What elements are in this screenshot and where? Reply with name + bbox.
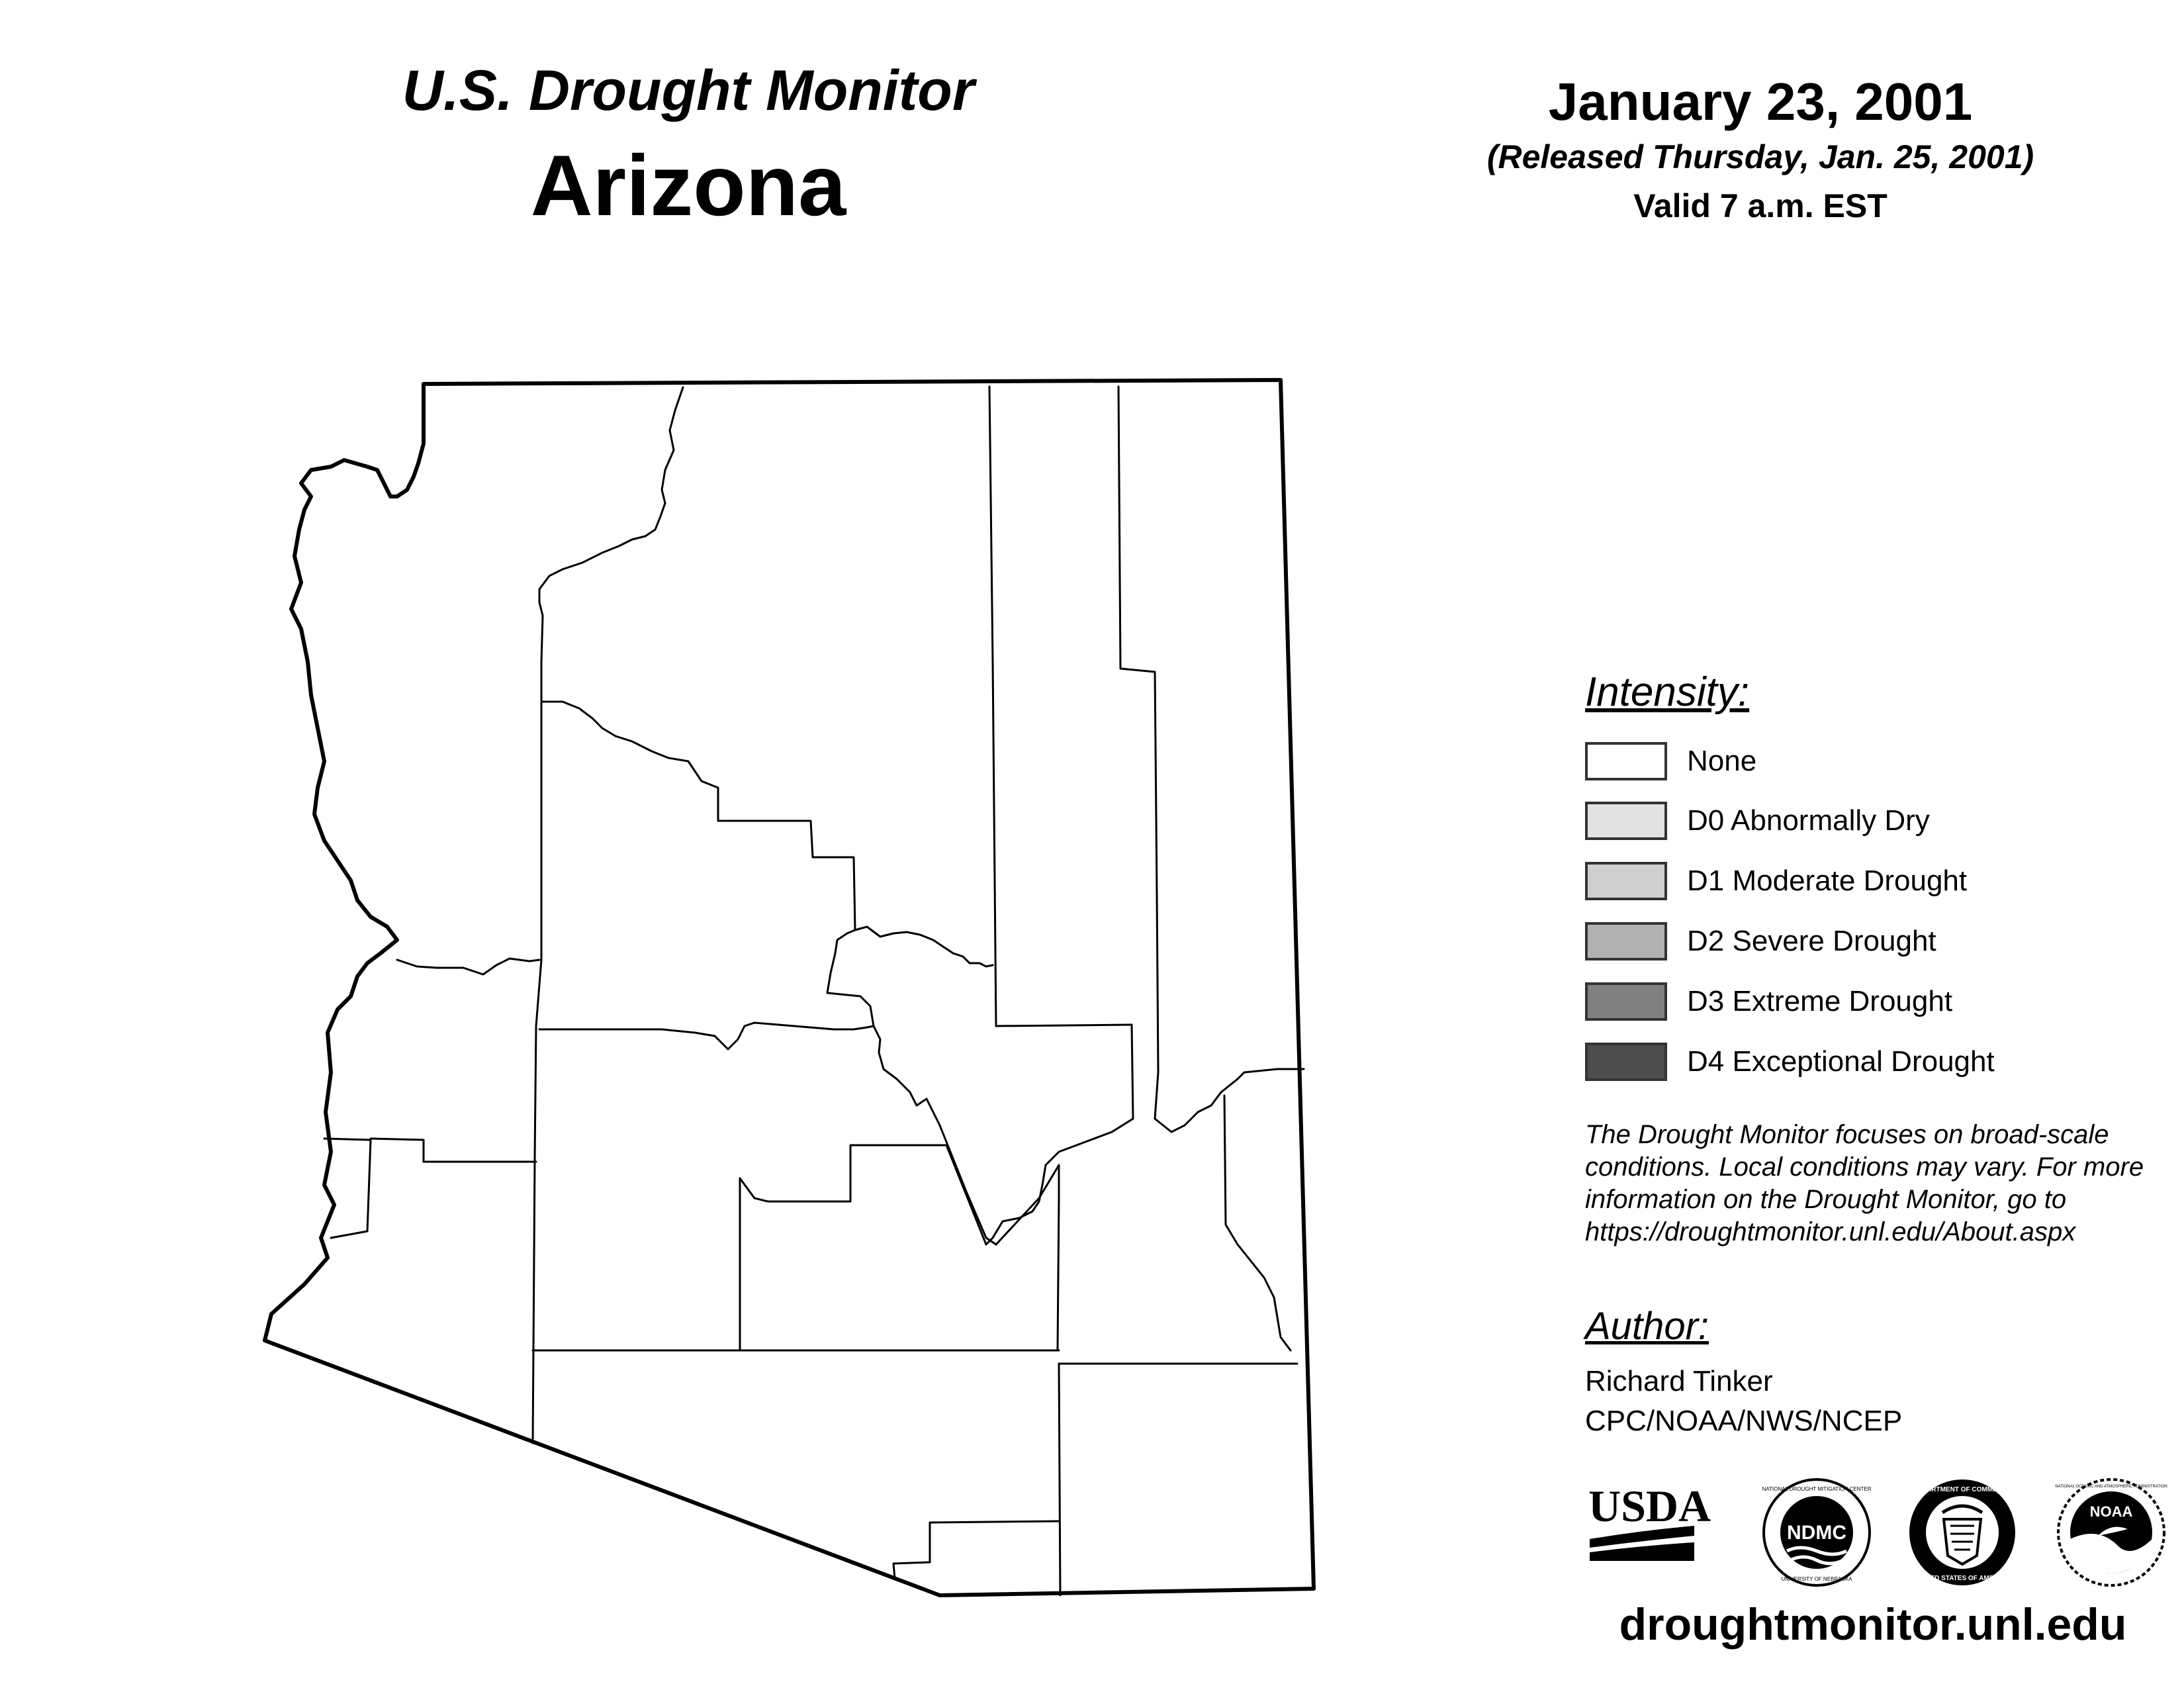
map-date: January 23, 2001 [1548, 72, 1973, 131]
legend-swatch [1585, 742, 1667, 780]
ndmc-logo [1762, 1479, 1871, 1585]
usda-logo [1588, 1481, 1711, 1561]
legend-swatch [1585, 922, 1667, 961]
svg-text:NATIONAL DROUGHT MITIGATION CE: NATIONAL DROUGHT MITIGATION CENTER [1762, 1486, 1872, 1492]
legend-label: D1 Moderate Drought [1687, 865, 1968, 897]
valid-time: Valid 7 a.m. EST [1633, 187, 1888, 224]
legend-label: D3 Extreme Drought [1687, 985, 1953, 1017]
disclaimer-line: information on the Drought Monitor, go to [1585, 1185, 2067, 1214]
legend-heading: Intensity: [1585, 669, 1750, 715]
legend-item-d4 [1585, 1039, 1995, 1085]
legend-swatch [1585, 1043, 1667, 1081]
legend-item-d1 [1585, 858, 1967, 904]
website-link[interactable]: droughtmonitor.unl.edu [1619, 1599, 2127, 1650]
legend-item-d3 [1585, 978, 1952, 1025]
legend-swatch [1585, 802, 1667, 840]
svg-text:NOAA: NOAA [2089, 1503, 2133, 1520]
partner-logos [1588, 1470, 2171, 1602]
legend-label: None [1687, 745, 1757, 777]
commerce-seal-logo [1909, 1479, 2015, 1585]
author-name: Richard Tinker [1585, 1365, 1773, 1397]
county-line [1059, 1364, 1060, 1595]
legend-label: D4 Exceptional Drought [1687, 1045, 1995, 1078]
legend-label: D0 Abnormally Dry [1687, 804, 1930, 837]
county-line [930, 1521, 1059, 1523]
map-title: U.S. Drought Monitor [402, 59, 975, 122]
author-heading: Author: [1585, 1305, 1709, 1348]
svg-text:USDA: USDA [1588, 1481, 1711, 1531]
legend-swatch [1585, 862, 1667, 900]
disclaimer-line: conditions. Local conditions may vary. For more [1585, 1152, 2144, 1182]
svg-text:UNIVERSITY OF NEBRASKA: UNIVERSITY OF NEBRASKA [1781, 1576, 1852, 1582]
noaa-logo [2055, 1479, 2167, 1585]
state-outline [265, 380, 1314, 1595]
disclaimer-link[interactable]: https://droughtmonitor.unl.edu/About.aspx [1585, 1217, 2076, 1246]
svg-text:UNITED STATES OF AMERICA: UNITED STATES OF AMERICA [1915, 1575, 2010, 1582]
disclaimer-line: The Drought Monitor focuses on broad-scale [1585, 1120, 2109, 1149]
legend-item-none [1585, 738, 1756, 784]
legend-item-d2 [1585, 918, 1936, 964]
svg-text:DEPARTMENT OF COMMERCE: DEPARTMENT OF COMMERCE [1913, 1486, 2011, 1493]
legend-item-d0 [1585, 798, 1930, 844]
svg-text:NDMC: NDMC [1787, 1522, 1846, 1544]
state-name: Arizona [530, 137, 846, 234]
release-date: (Released Thursday, Jan. 25, 2001) [1486, 138, 2034, 175]
author-org: CPC/NOAA/NWS/NCEP [1585, 1405, 1903, 1437]
svg-text:NATIONAL OCEANIC AND ATMOSPHER: NATIONAL OCEANIC AND ATMOSPHERIC ADMINISTRATION [2055, 1485, 2167, 1489]
disclaimer-text [1585, 1119, 2167, 1248]
legend-swatch [1585, 982, 1667, 1021]
legend-label: D2 Severe Drought [1687, 925, 1936, 957]
